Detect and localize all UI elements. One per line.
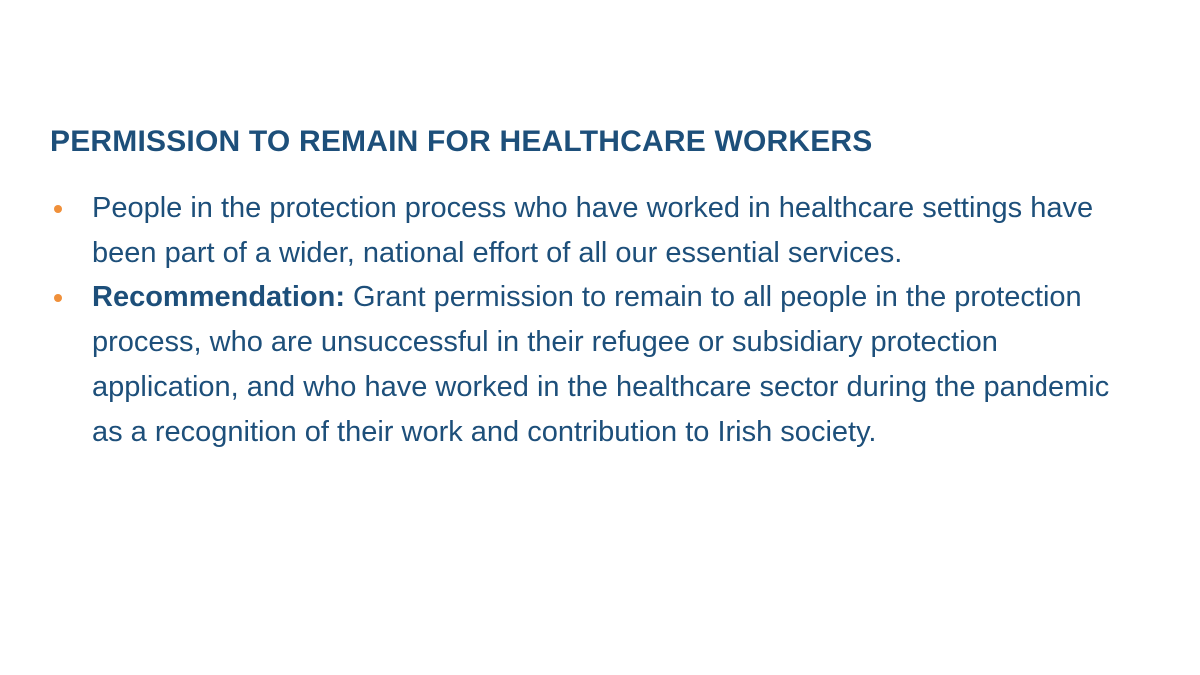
- bullet-item-context: [50, 186, 1130, 275]
- recommendation-label: Recommendation:: [92, 281, 345, 314]
- bullet-dot-icon: [54, 294, 62, 302]
- bullet-dot-icon: [54, 205, 62, 213]
- section-heading: PERMISSION TO REMAIN FOR HEALTHCARE WORKERS: [50, 125, 873, 158]
- bullet-item-recommendation: [50, 275, 1130, 454]
- bullet-text: Grant permission to remain to all people in the protection process, who are unsuccessful in their refugee or subsidiary protection application, and who have worked in the healthcare sector during the pandemic as a recognition of their work and contribution to Irish society.: [92, 281, 1110, 448]
- bullet-list: [50, 186, 1130, 454]
- bullet-text: People in the protection process who have worked in healthcare settings have been part of a wider, national effort of all our essential services.: [92, 192, 1094, 269]
